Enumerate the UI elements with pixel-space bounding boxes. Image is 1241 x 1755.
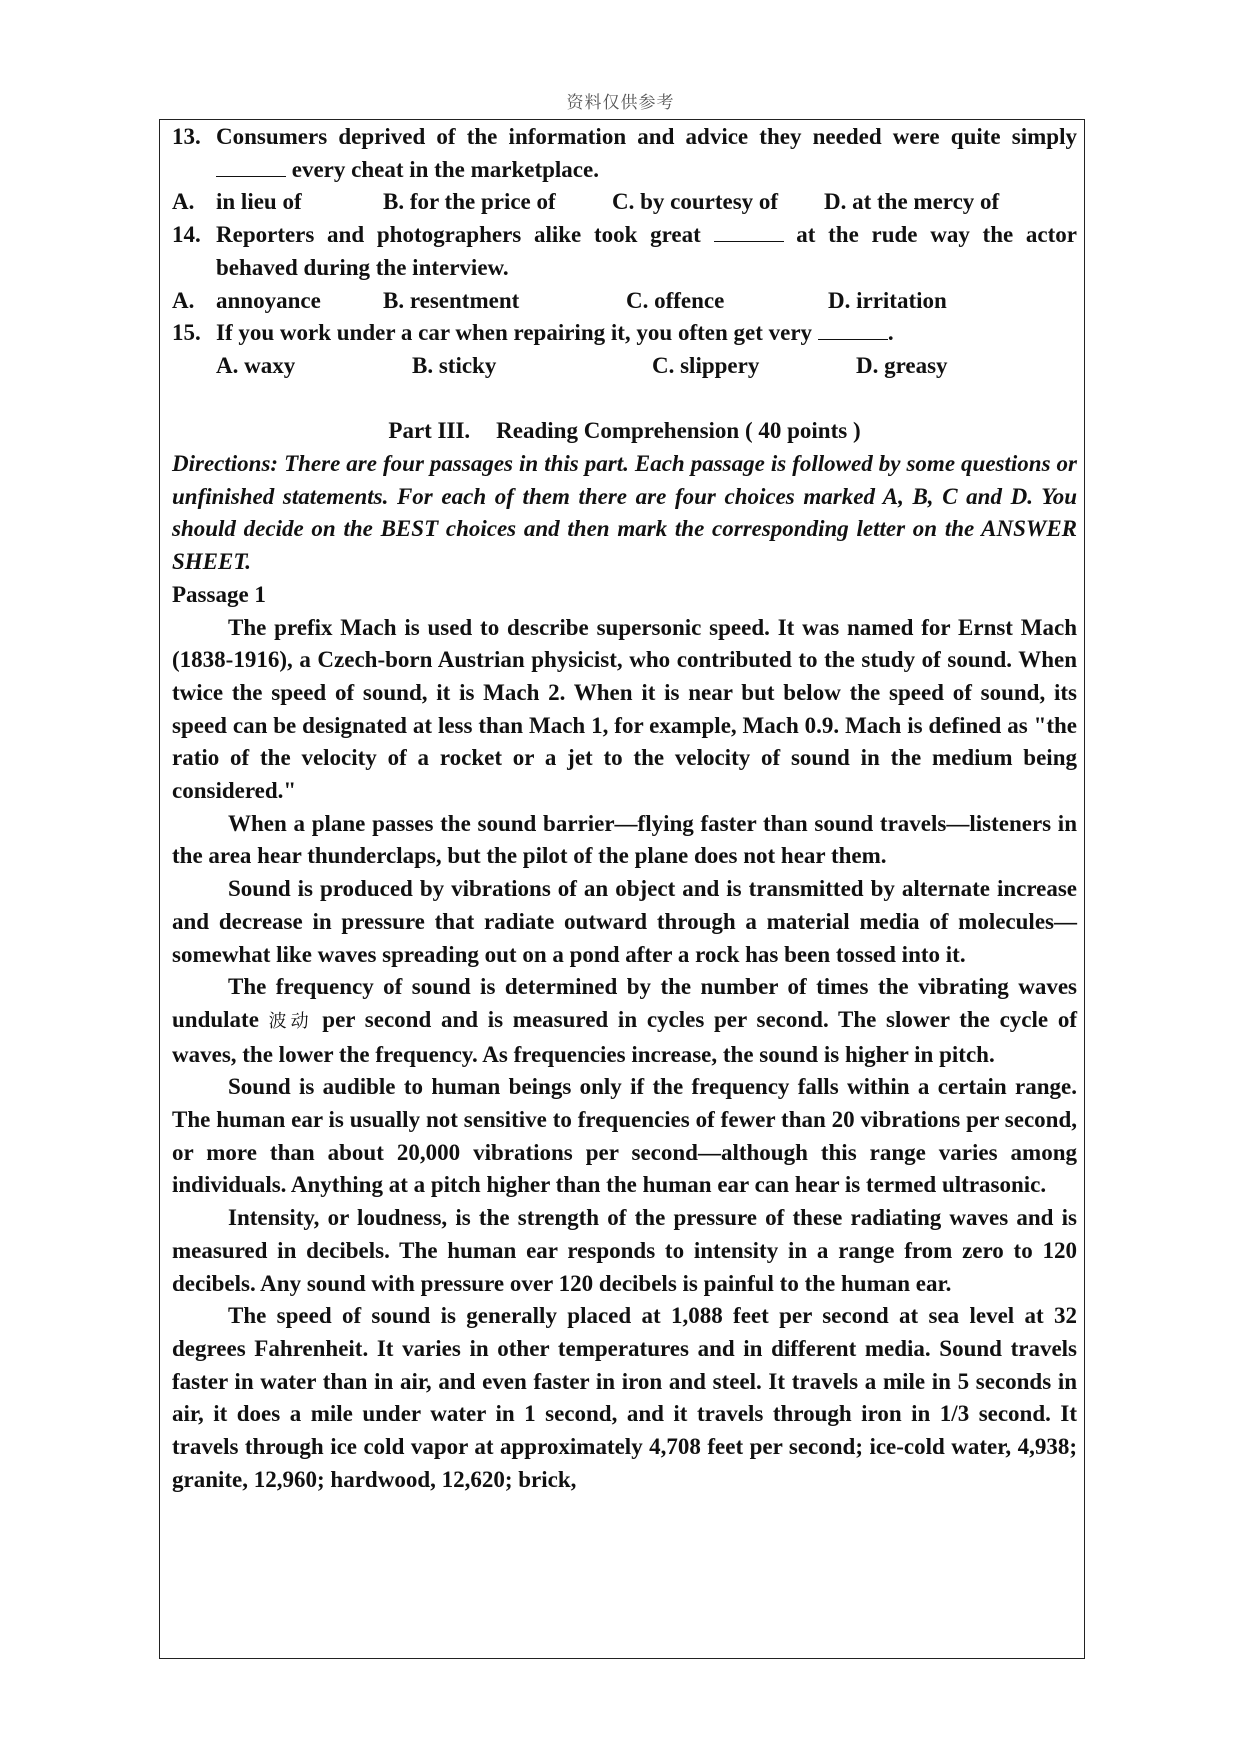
option-a: annoyance	[216, 287, 321, 313]
question-14-options	[172, 285, 1077, 318]
option-c: C. slippery	[652, 352, 760, 378]
document-body	[172, 121, 1077, 1497]
option-d: D. at the mercy of	[824, 189, 1000, 215]
question-15	[172, 317, 1077, 350]
option-a: A. waxy	[216, 352, 296, 378]
directions-text: Directions: There are four passages in this part. Each passage is followed by some questions or unfinished statements. For each of them there are four choices marked A, B, C and D. You should decide on the BEST choices and then mark the corresponding letter on the ANSWER SHEET.	[172, 451, 1077, 575]
answer-blank	[818, 319, 888, 340]
passage-paragraph: The frequency of sound is determined by the number of times the vibrating waves undulate 波动 per second and is measured in cycles per second. The slower the cycle of waves, the lower the frequency. As frequencies increase, the sound is higher in pitch.	[172, 974, 1077, 1067]
question-stem: If you work under a car when repairing it, you often get very .	[216, 320, 894, 346]
answer-blank	[216, 156, 286, 177]
page-header-watermark: 资料仅供参考	[566, 93, 675, 113]
question-number: 13.	[172, 124, 201, 149]
question-number: 14.	[172, 222, 201, 248]
passage-label: Passage 1	[172, 581, 266, 607]
answer-blank	[714, 221, 784, 242]
passage-paragraph: The speed of sound is generally placed at 1,088 feet per second at sea level at 32 degrees Fahrenheit. It varies in other temperatures and in different media. Sound travels faster in water than in air, and even faster in iron and steel. It travels a mile in 5 seconds in air, it does a mile under water in 1 second, and it travels through iron in 1/3 second. It travels through ice cold vapor at approximately 4,708 feet per second; ice-cold water, 4,938; granite, 12,960; hardwood, 12,620; brick,	[172, 1303, 1077, 1492]
option-c: C. by courtesy of	[612, 189, 779, 215]
passage-paragraph: When a plane passes the sound barrier—flying faster than sound travels—listeners in the area hear thunderclaps, but the pilot of the plane does not hear them.	[172, 810, 1077, 869]
passage-paragraph: Intensity, or loudness, is the strength of the pressure of these radiating waves and is measured in decibels. The human ear responds to intensity in a range from zero to 120 decibels. Any sound with pressure over 120 decibels is painful to the human ear.	[172, 1205, 1077, 1296]
question-14	[172, 219, 1077, 284]
option-d: D. irritation	[828, 287, 947, 313]
section-spacer	[172, 383, 1077, 416]
option-a: in lieu of	[216, 189, 302, 215]
passage-paragraph: Sound is produced by vibrations of an object and is transmitted by alternate increase and decrease in pressure that radiate outward through a material media of molecules— somewhat like waves spreading out on a pond after a rock has been tossed into it.	[172, 876, 1077, 967]
question-13-options	[172, 186, 1077, 219]
question-13	[172, 121, 1077, 186]
chinese-gloss: 波动	[268, 1010, 313, 1032]
passage-paragraph: Sound is audible to human beings only if the frequency falls within a certain range. The human ear is usually not sensitive to frequencies of fewer than 20 vibrations per second, or more than about 20,000 vibrations per second—although this range varies among individuals. Anything at a pitch higher than the human ear can hear is termed ultrasonic.	[172, 1074, 1077, 1198]
question-stem: Consumers deprived of the information and advice they needed were quite simply every cheat in the marketplace.	[216, 124, 1077, 182]
option-c: C. offence	[626, 287, 725, 313]
question-stem: Reporters and photographers alike took great at the rude way the actor behaved during the interview.	[216, 222, 1077, 280]
option-b: B. resentment	[383, 287, 520, 313]
passage-paragraph: The prefix Mach is used to describe supersonic speed. It was named for Ernst Mach (1838-1916), a Czech-born Austrian physicist, who contributed to the study of sound. When twice the speed of sound, it is Mach 2. When it is near but below the speed of sound, its speed can be designated at less than Mach 1, for example, Mach 0.9. Mach is defined as "the ratio of the velocity of a rocket or a jet to the velocity of sound in the medium being considered."	[172, 614, 1077, 804]
question-number: 15.	[172, 320, 201, 346]
option-letter: A.	[172, 189, 195, 215]
section-title: Part III. Reading Comprehension ( 40 points )	[388, 418, 861, 444]
question-15-options	[172, 350, 1077, 383]
option-letter: A.	[172, 287, 195, 313]
option-b: B. for the price of	[383, 189, 556, 215]
option-b: B. sticky	[412, 352, 497, 378]
option-d: D. greasy	[856, 352, 948, 378]
